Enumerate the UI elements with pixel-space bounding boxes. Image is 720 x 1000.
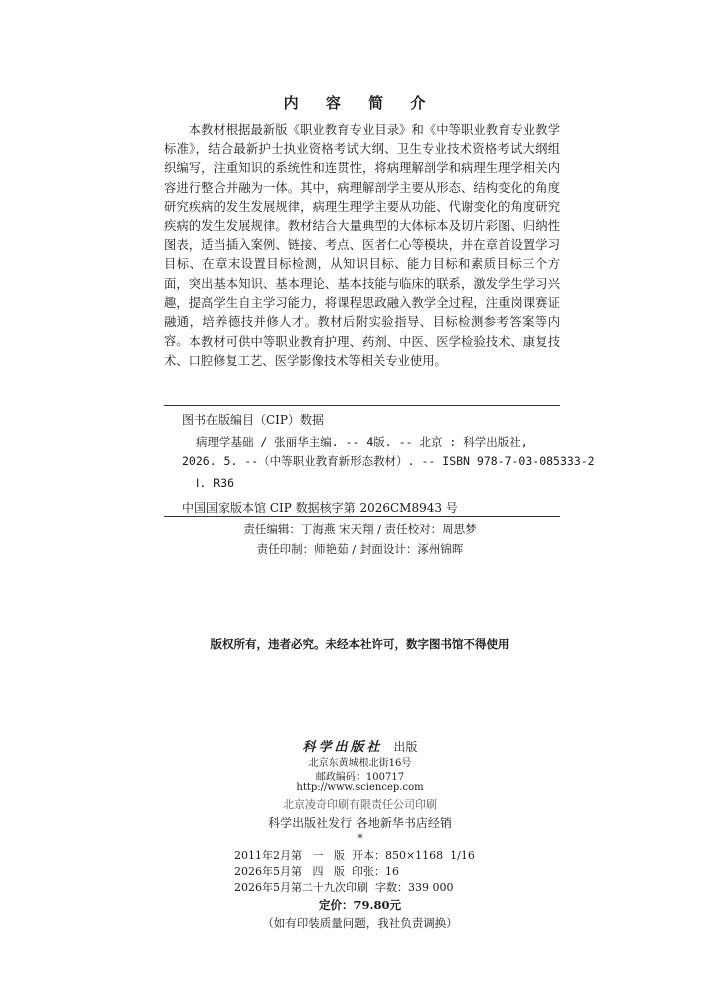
- separator-star: *: [357, 832, 363, 845]
- publisher-address: 北京东黄城根北街16号: [308, 758, 412, 769]
- imprint-line-1: 2011年2月第 一 版 开本：850×1168 1/16: [234, 849, 475, 862]
- cip-bottom-divider: [164, 516, 560, 517]
- cip-top-divider: [164, 405, 560, 406]
- cip-line-4: 中国国家版本馆 CIP 数据核字第 2026CM8943 号: [182, 501, 458, 515]
- publisher-website: http://www.sciencep.com: [296, 782, 424, 793]
- printer-line: 北京凌奇印刷有限责任公司印刷: [283, 798, 437, 811]
- editors-line-1: 责任编辑：丁海燕 宋天翔 / 责任校对：周思梦: [243, 522, 477, 536]
- price: 定价：79.80元: [318, 898, 401, 912]
- cip-heading: 图书在版编目（CIP）数据: [182, 413, 324, 427]
- publisher-logo-suffix: 出版: [393, 740, 418, 754]
- page-title: 内 容 简 介: [283, 94, 437, 112]
- publisher-logo-line: [0, 736, 720, 755]
- intro-paragraph-2: 本教材可供中等职业教育护理、药剂、中医、医学检验技术、康复技术、口腔修复工艺、医学影像技术等相关专业使用。: [164, 335, 560, 369]
- intro-paragraph-1: 本教材根据最新版《职业教育专业目录》和《中等职业教育专业教学标准》，结合最新护士执业资格考试大纲、卫生专业技术资格考试大纲组织编写，注重知识的系统性和连贯性，将病理解剖学和病理生理学相关内容进行整合并融为一体。其中，病理解剖学主要从形态、结构变化的角度研究疾病的发生发展规律，病理生理学主要从功能、代谢变化的角度研究疾病的发生发展规律。教材结合大量典型的大体标本及切片彩图、归纳性图表，适当插入案例、链接、考点、医者仁心等模块，并在章首设置学习目标、在章末设置目标检测，从知识目标、能力目标和素质目标三个方面，突出基本知识、基本理论、基本技能与临床的联系，激发学生学习兴趣，提高学生自主学习能力，将课程思政融入教学全过程，注重岗课赛证融通，培养德技并修人才。教材后附实验指导、目标检测参考答案等内容。: [164, 123, 560, 349]
- publisher-postcode: 邮政编码：100717: [315, 772, 405, 783]
- imprint-line-3: 2026年5月第二十九次印刷 字数：339 000: [234, 881, 454, 894]
- distribution-line: 科学出版社发行 各地新华书店经销: [268, 816, 452, 830]
- editors-line-2: 责任印制：师艳茹 / 封面设计：涿州锦晖: [256, 542, 464, 556]
- copyright-notice: 版权所有，违者必究。未经本社许可，数字图书馆不得使用: [210, 637, 510, 651]
- quality-note: （如有印装质量问题，我社负责调换）: [262, 916, 458, 930]
- imprint-line-2: 2026年5月第 四 版 印张：16: [234, 865, 399, 878]
- cip-line-1: 病理学基础 / 张丽华主编. -- 4版. -- 北京 : 科学出版社,: [196, 435, 528, 449]
- cip-line-3: Ⅰ. R36: [196, 476, 235, 490]
- publisher-logo: 科学出版社: [302, 740, 383, 755]
- cip-line-2: 2026. 5. --（中等职业教育新形态教材）. -- ISBN 978-7-03-085333-2: [182, 454, 595, 468]
